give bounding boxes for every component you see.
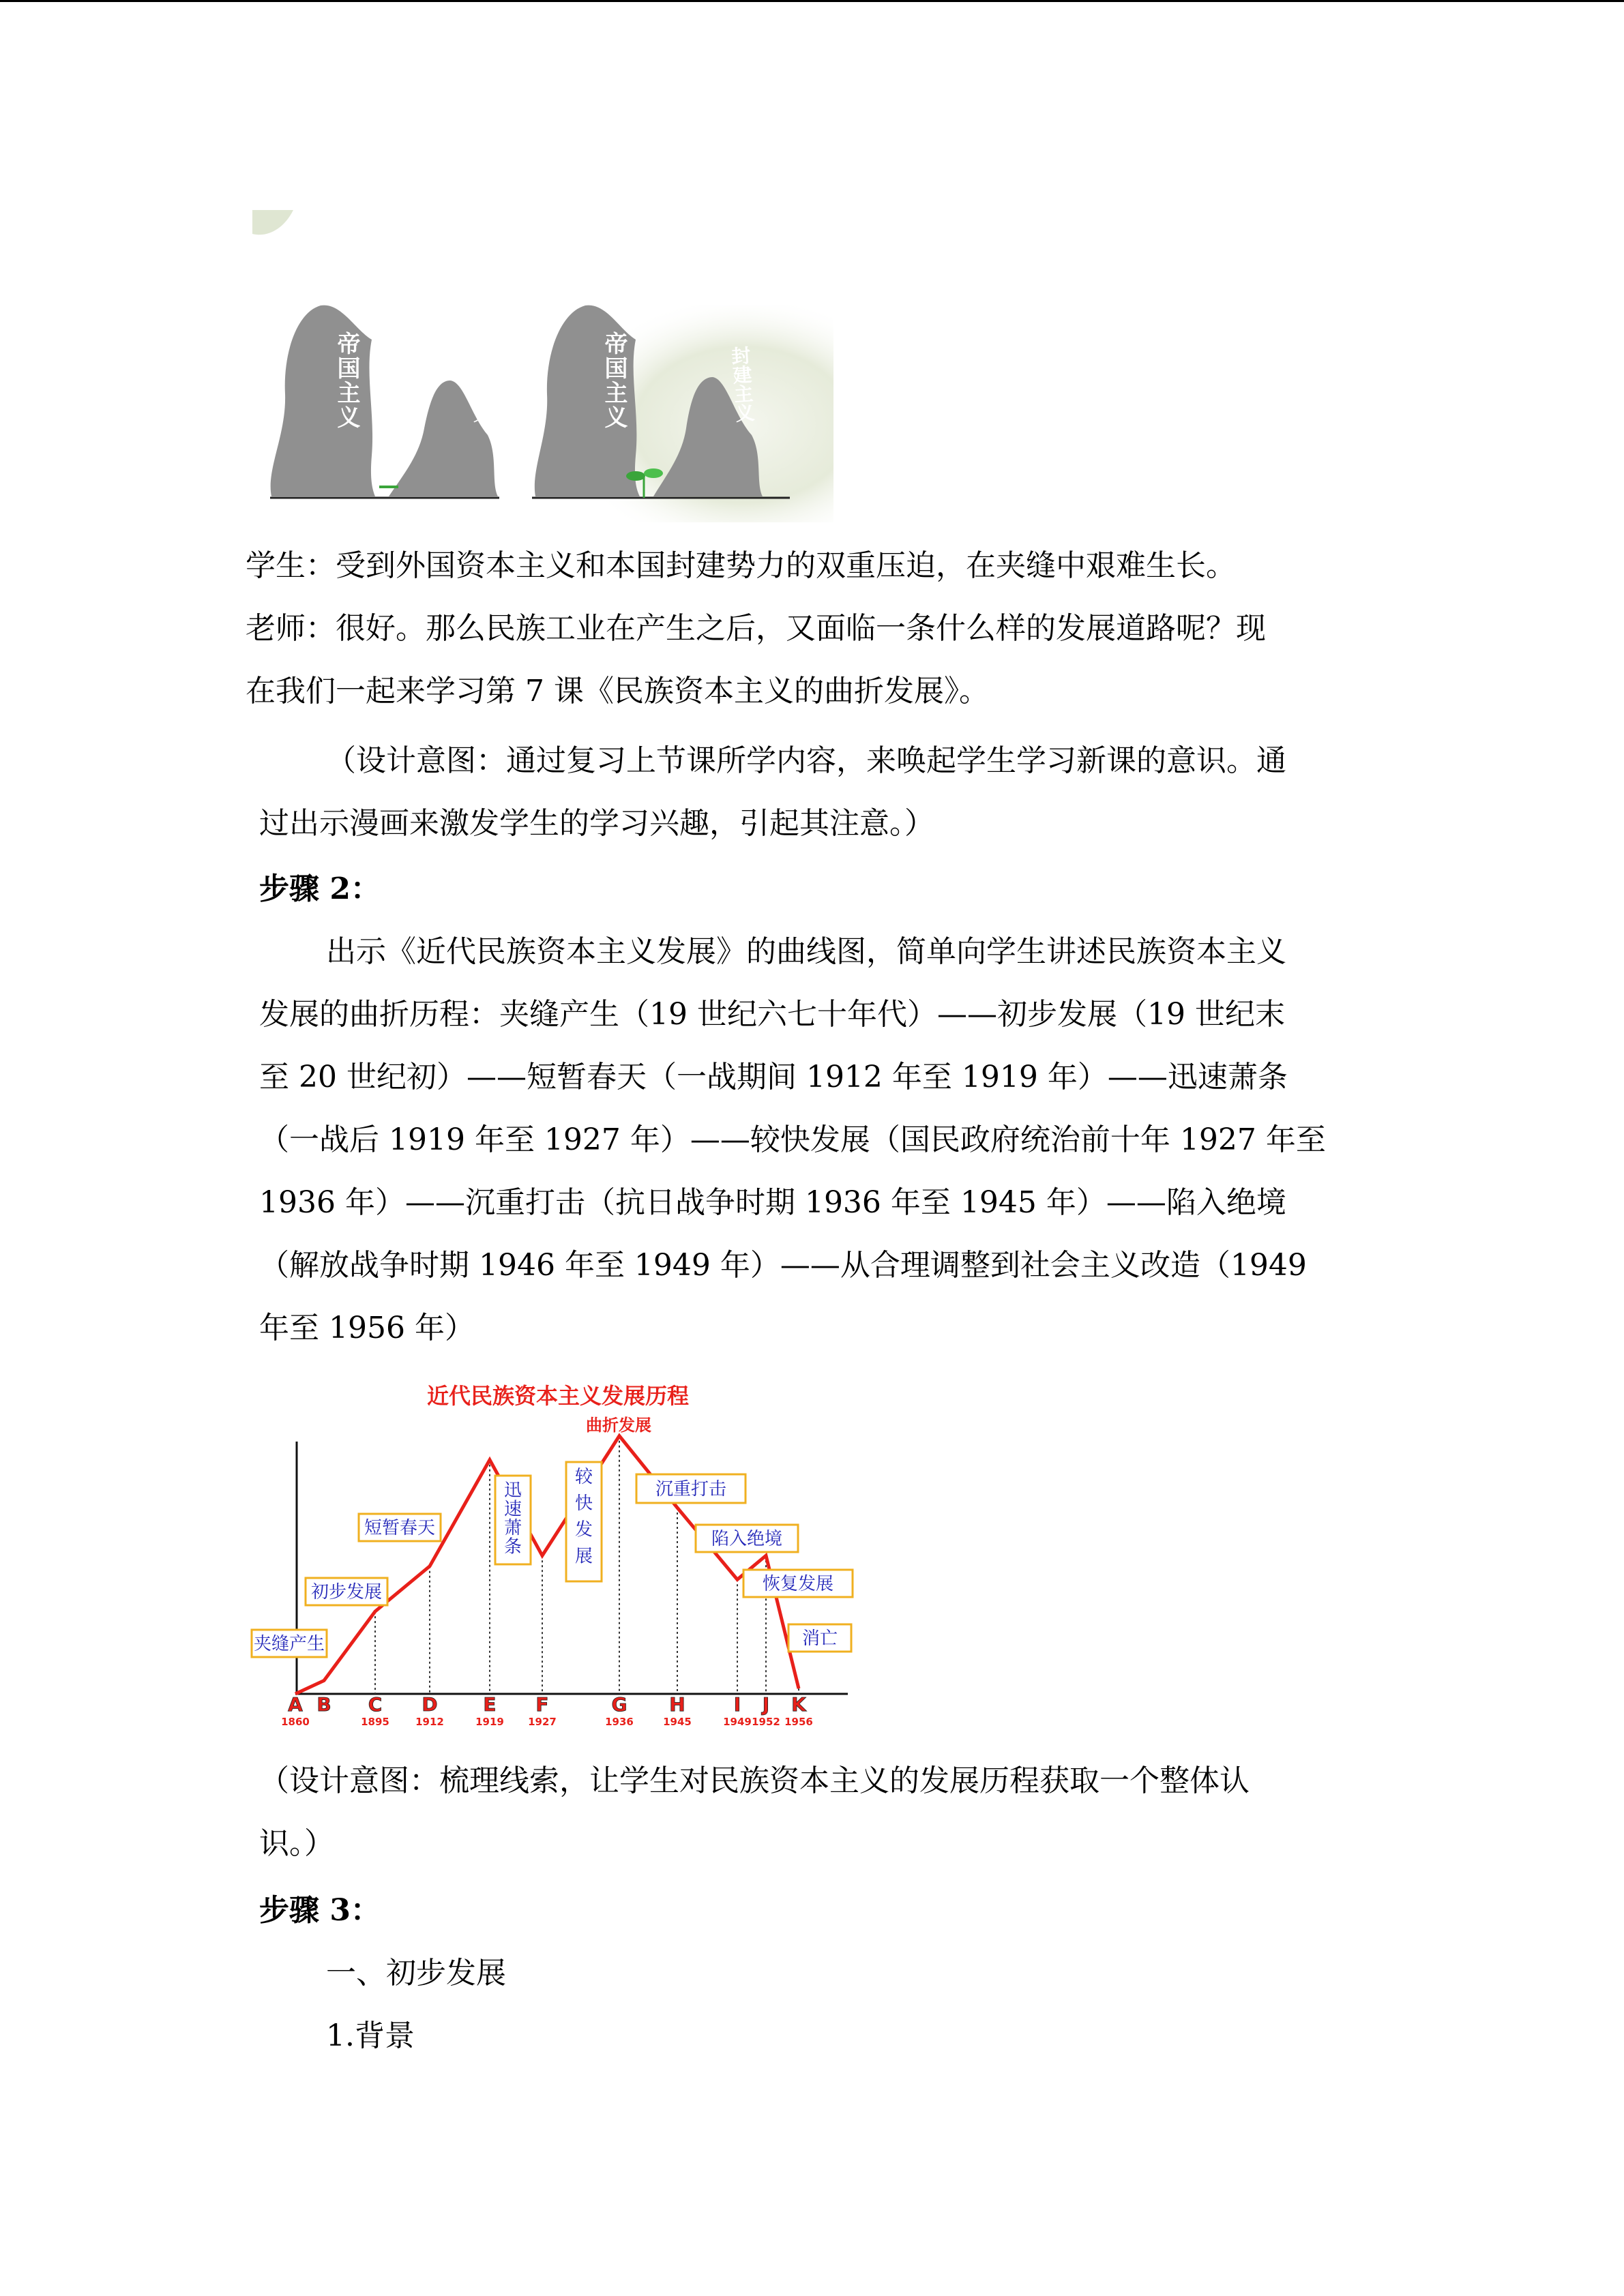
x-point-label-C: C [368,1693,383,1716]
x-year-label-H: 1945 [663,1716,692,1728]
label-jiafeng: 夹缝产生 [253,1634,325,1654]
label-duanzan: 短暂春天 [364,1518,436,1538]
design-intent-2-line1: （设计意图：梳理线索，让学生对民族资本主义的发展历程获取一个整体认 [259,1763,1250,1798]
top-border [0,0,1624,2]
label-chenzhong: 沉重打击 [655,1479,727,1500]
step-2-line5: 1936 年）——沉重打击（抗日战争时期 1936 年至 1945 年）——陷入绝境 [259,1185,1286,1220]
x-point-label-A: A [288,1693,303,1716]
x-year-label-G: 1936 [605,1716,634,1728]
label-char-jiaokuai: 发 [574,1519,593,1540]
label-char-xunsu: 萧 [503,1518,522,1538]
x-year-label-J: 1952 [752,1716,780,1728]
chart-subtitle: 曲折发展 [586,1416,651,1435]
rock-label-2: 封建主义 [465,345,494,423]
step-2-line6: （解放战争时期 1946 年至 1949 年）——从合理调整到社会主义改造（1949 [259,1248,1307,1283]
label-char-xunsu: 迅 [503,1480,522,1501]
step-2-line1: 出示《近代民族资本主义发展》的曲线图，简单向学生讲述民族资本主义 [326,934,1286,969]
x-point-label-K: K [791,1693,806,1716]
label-xianru: 陷入绝境 [711,1529,783,1549]
step-2-line4: （一战后 1919 年至 1927 年）——较快发展（国民政府统治前十年 1927 年至 [259,1122,1326,1157]
x-point-label-I: I [733,1693,741,1716]
step-2-line3: 至 20 世纪初）——短暂春天（一战期间 1912 年至 1919 年）——迅速萧条 [259,1060,1288,1094]
x-year-label-C: 1895 [361,1716,389,1728]
label-huifu: 恢复发展 [762,1574,834,1594]
x-point-label-B: B [316,1693,331,1716]
student-answer: 学生：受到外国资本主义和本国封建势力的双重压迫，在夹缝中艰难生长。 [246,548,1236,583]
rock-label-4: 封建主义 [728,345,756,423]
seedling-1 [379,486,398,488]
capitalism-development-chart [248,1373,861,1728]
subsection-background: 1.背景 [326,2018,415,2053]
label-char-jiaokuai: 展 [574,1546,593,1567]
teacher-question-line2: 在我们一起来学习第 7 课《民族资本主义的曲折发展》。 [246,674,989,709]
step-2-line2: 发展的曲折历程：夹缝产生（19 世纪六七十年代）——初步发展（19 世纪末 [259,997,1285,1032]
x-point-label-E: E [483,1693,497,1716]
x-point-label-H: H [669,1693,685,1716]
label-chubu: 初步发展 [310,1582,383,1602]
x-year-label-A: 1860 [281,1716,310,1728]
x-year-label-D: 1912 [415,1716,444,1728]
x-year-label-F: 1927 [528,1716,557,1728]
step-2-line7: 年至 1956 年） [259,1311,475,1345]
x-year-label-K: 1956 [784,1716,813,1728]
label-char-jiaokuai: 较 [574,1467,593,1487]
label-char-jiaokuai: 快 [574,1493,593,1514]
design-intent-1-line2: 过出示漫画来激发学生的学习兴趣，引起其注意。） [259,806,934,841]
x-point-label-G: G [611,1693,628,1716]
design-intent-1-line1: （设计意图：通过复习上节课所学内容，来唤起学生学习新课的意识。通 [326,743,1286,778]
design-intent-2-line2: 识。） [259,1826,334,1861]
step-2-heading: 步骤 2： [259,871,381,906]
label-xiaowang: 消亡 [801,1628,838,1649]
teacher-question-line1: 老师：很好。那么民族工业在产生之后，又面临一条什么样的发展道路呢？现 [246,611,1266,646]
x-point-label-J: J [762,1693,770,1716]
x-point-label-D: D [422,1693,438,1716]
rock-label-3: 帝国主义 [600,331,628,430]
x-year-label-I: 1949 [723,1716,752,1728]
chart-title: 近代民族资本主义发展历程 [426,1383,690,1409]
label-char-xunsu: 速 [503,1499,522,1520]
x-point-label-F: F [535,1693,549,1716]
section-heading-initial-development: 一、初步发展 [326,1956,506,1991]
label-char-xunsu: 条 [503,1536,522,1557]
x-year-label-E: 1919 [475,1716,504,1728]
step-3-heading: 步骤 3： [259,1893,381,1928]
rock-label-1: 帝国主义 [333,331,360,430]
cartoon-image [246,210,833,522]
